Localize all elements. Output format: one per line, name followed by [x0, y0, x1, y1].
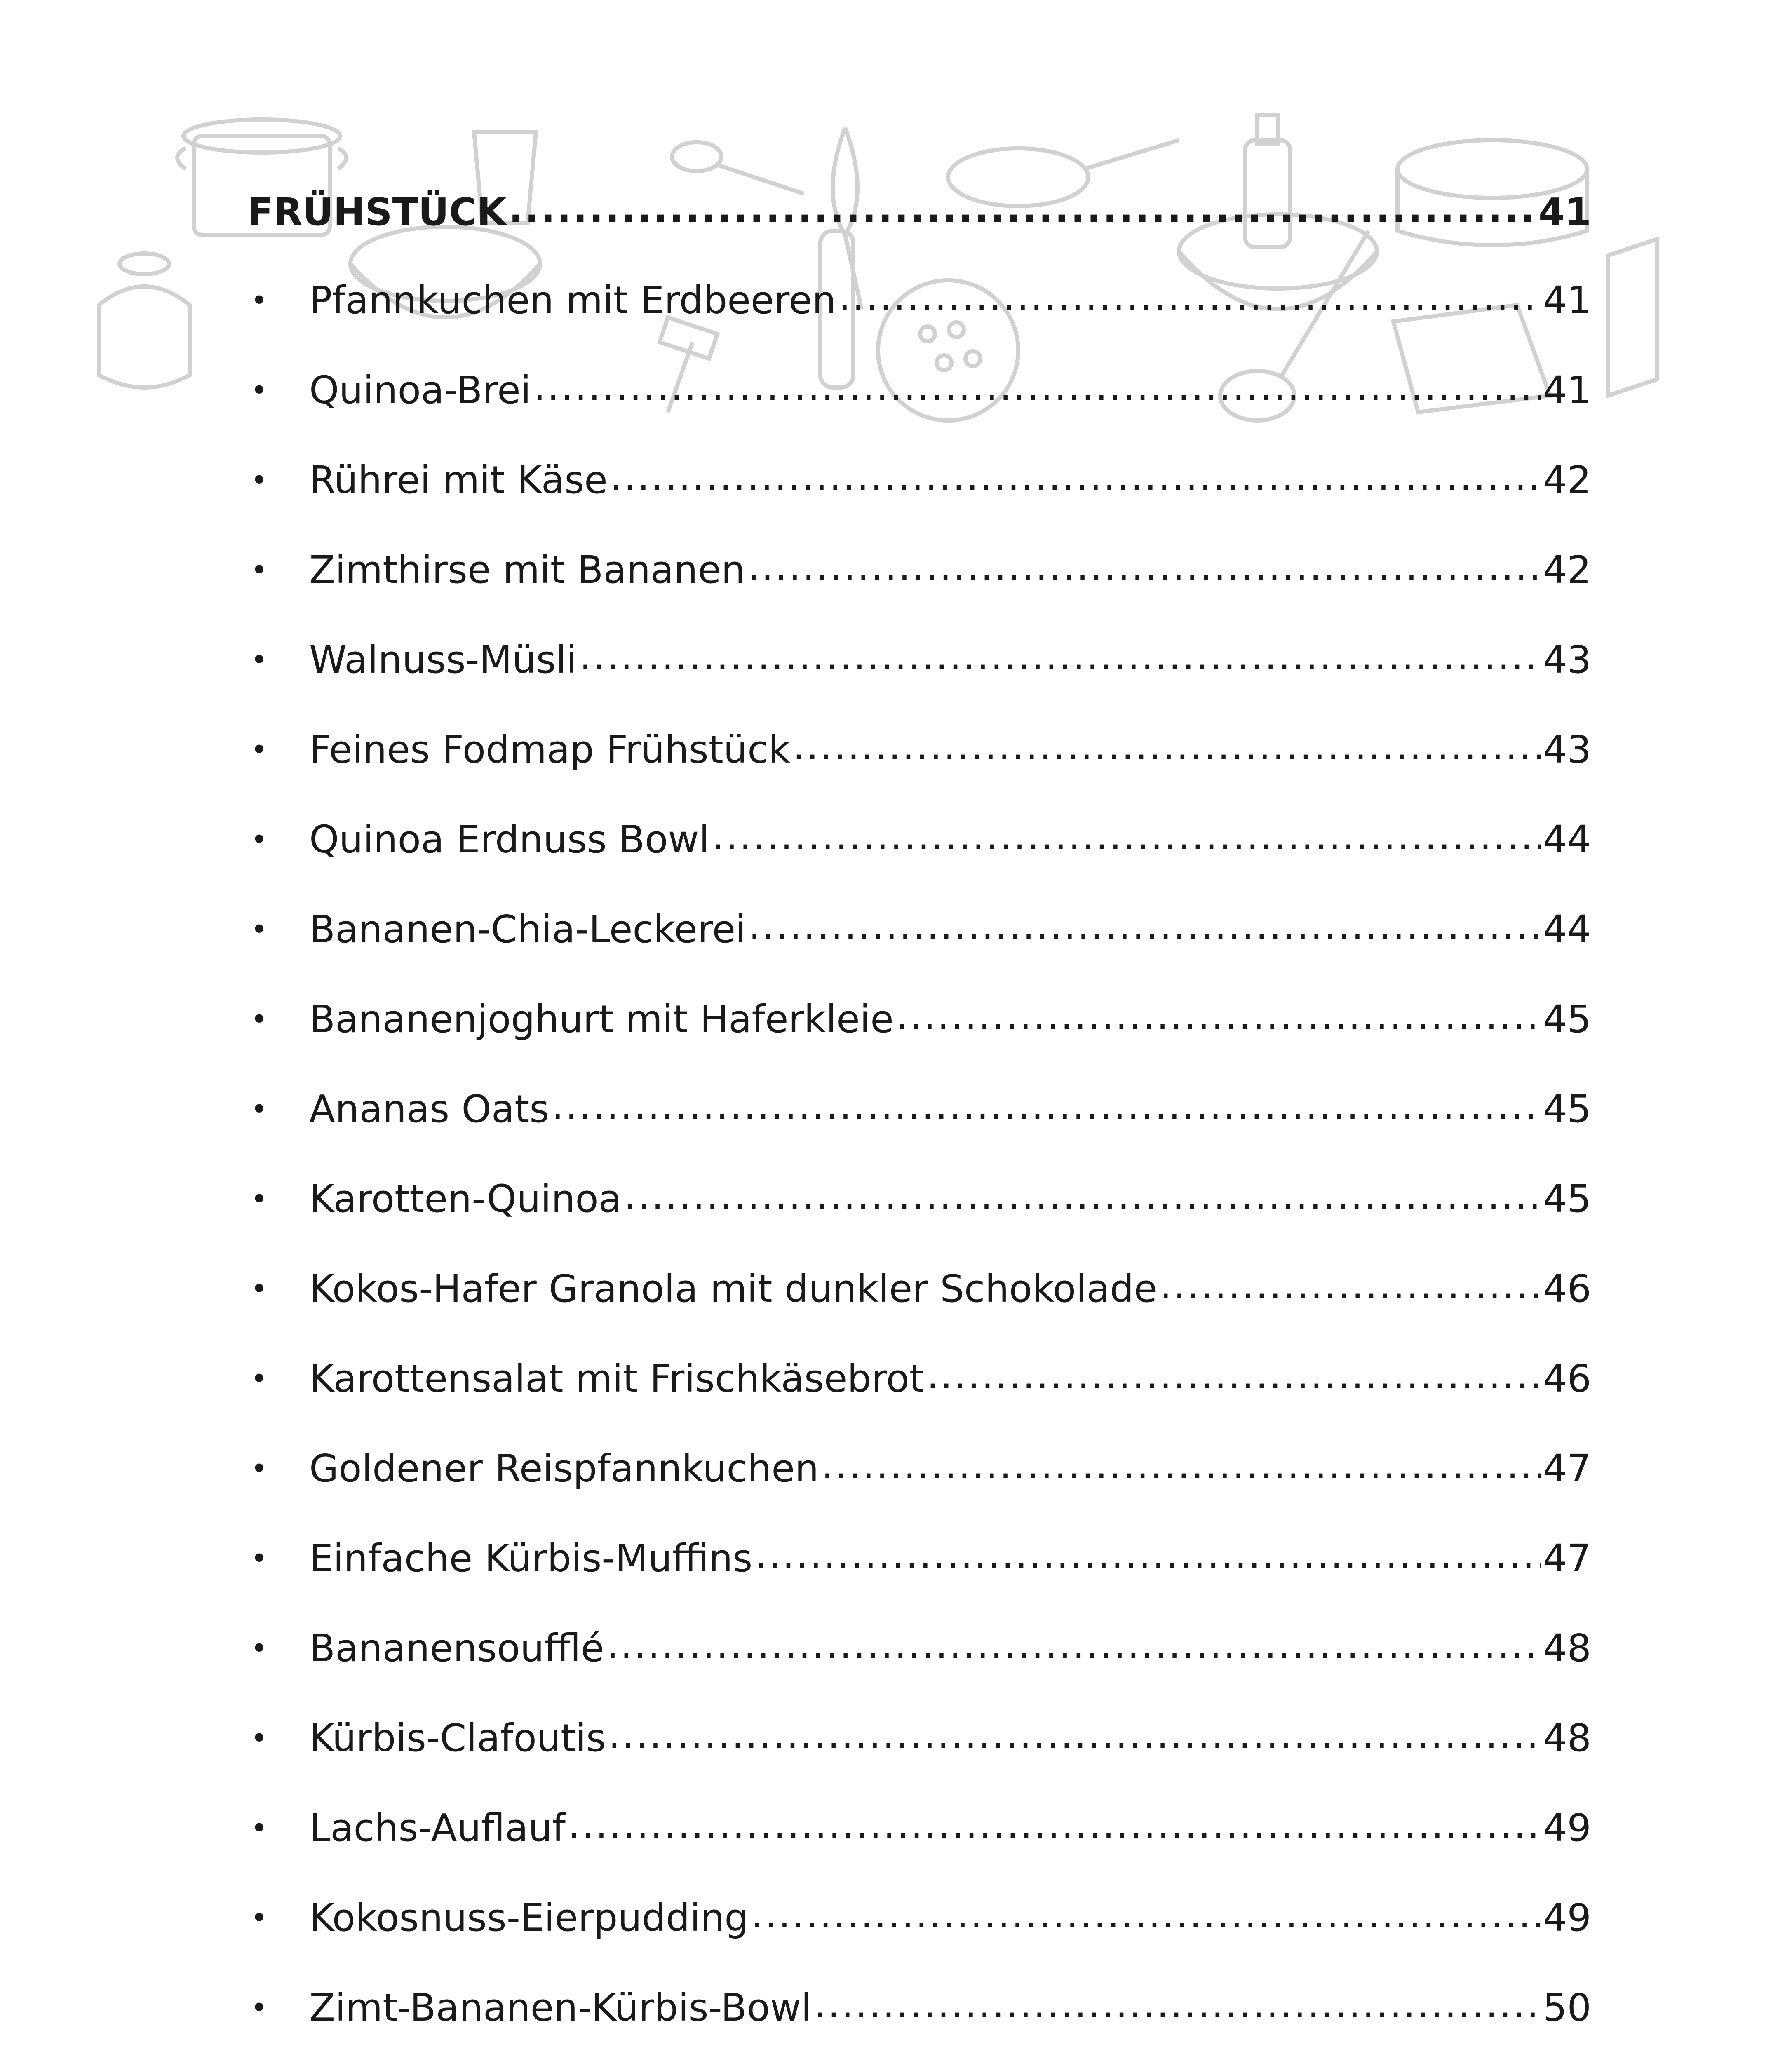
bullet-icon: •: [251, 284, 268, 317]
toc-entry-page-number: 47: [1543, 1536, 1591, 1580]
toc-entry-label: Feines Fodmap Frühstück: [309, 728, 790, 772]
toc-entry-label: Walnuss-Müsli: [309, 638, 577, 682]
toc-heading-page-number: 41: [1538, 190, 1591, 234]
toc-entry[interactable]: [247, 1424, 1591, 1514]
dot-leader: [552, 1090, 1541, 1128]
toc-entry[interactable]: [247, 345, 1591, 435]
toc-entry-label: Kokos-Hafer Granola mit dunkler Schokolade: [309, 1267, 1158, 1311]
dot-leader: [509, 193, 1536, 231]
dot-leader: [793, 731, 1541, 769]
toc-entry-label: Karotten-Quinoa: [309, 1177, 622, 1221]
toc-entry-label: Lachs-Auflauf: [309, 1806, 566, 1850]
bullet-icon: •: [251, 463, 268, 497]
dot-leader: [608, 1719, 1541, 1757]
dot-leader: [927, 1360, 1541, 1398]
toc-entry-page-number: 44: [1543, 907, 1591, 951]
toc-entry[interactable]: [247, 974, 1591, 1064]
toc-entry[interactable]: [247, 795, 1591, 885]
toc-entry[interactable]: [247, 1064, 1591, 1154]
toc-entry-page-number: 43: [1543, 638, 1591, 682]
toc-entry-page-number: 48: [1543, 1716, 1591, 1760]
dot-leader: [838, 282, 1541, 319]
toc-entry-page-number: 47: [1543, 1446, 1591, 1491]
bullet-icon: •: [251, 1721, 268, 1755]
toc-entry-page-number: 49: [1543, 1896, 1591, 1940]
toc-entry-page-number: 45: [1543, 1087, 1591, 1131]
toc-entry-page-number: 46: [1543, 1267, 1591, 1311]
dot-leader: [896, 1000, 1541, 1038]
toc-entry-label: Quinoa Erdnuss Bowl: [309, 817, 710, 861]
toc-entry-label: Karottensalat mit Frischkäsebrot: [309, 1357, 924, 1401]
bullet-icon: •: [251, 1272, 268, 1306]
toc-entry-label: Bananen-Chia-Leckerei: [309, 907, 746, 951]
bullet-icon: •: [251, 1901, 268, 1935]
bullet-icon: •: [251, 1631, 268, 1665]
table-of-contents: [247, 169, 1591, 2061]
dot-leader: [579, 641, 1540, 679]
bullet-icon: •: [251, 643, 268, 677]
toc-entry[interactable]: [247, 885, 1591, 974]
toc-entry-label: Kokosnuss-Eierpudding: [309, 1896, 749, 1940]
toc-entry[interactable]: [247, 1603, 1591, 1693]
toc-entry-page-number: 42: [1543, 548, 1591, 592]
toc-entry-page-number: 41: [1543, 278, 1591, 322]
toc-entry-label: Bananensoufflé: [309, 1626, 604, 1670]
toc-entry-page-number: 50: [1543, 1986, 1591, 2030]
toc-entry-page-number: 44: [1543, 817, 1591, 861]
dot-leader: [755, 1540, 1541, 1577]
dot-leader: [533, 371, 1541, 409]
toc-entry-label: Kürbis-Clafoutis: [309, 1716, 606, 1760]
toc-entry-label: Bananenjoghurt mit Haferkleie: [309, 997, 894, 1041]
dot-leader: [821, 1450, 1541, 1488]
dot-leader: [751, 1899, 1541, 1937]
toc-entry-label: Zimthirse mit Bananen: [309, 548, 745, 592]
toc-entry-label: Einfache Kürbis-Muffins: [309, 1536, 753, 1580]
toc-entry-label: Ananas Oats: [309, 1087, 550, 1131]
toc-entry-page-number: 41: [1543, 368, 1591, 412]
toc-entry[interactable]: [247, 2053, 1591, 2061]
toc-entry-list: [247, 256, 1591, 2061]
toc-entry[interactable]: [247, 1693, 1591, 1783]
toc-entry-page-number: 45: [1543, 1177, 1591, 1221]
toc-entry[interactable]: [247, 615, 1591, 705]
toc-entry[interactable]: [247, 1963, 1591, 2053]
bullet-icon: •: [251, 373, 268, 407]
grater-sketch-icon: [1608, 239, 1657, 396]
toc-entry-page-number: 48: [1543, 1626, 1591, 1670]
toc-entry[interactable]: [247, 705, 1591, 795]
bullet-icon: •: [251, 1811, 268, 1845]
dot-leader: [748, 551, 1541, 589]
toc-entry-page-number: 49: [1543, 1806, 1591, 1850]
bullet-icon: •: [251, 553, 268, 587]
bullet-icon: •: [251, 1002, 268, 1036]
bullet-icon: •: [251, 1362, 268, 1396]
bullet-icon: •: [251, 1452, 268, 1486]
dot-leader: [568, 1809, 1541, 1847]
toc-entry-page-number: 43: [1543, 728, 1591, 772]
dot-leader: [606, 1629, 1540, 1667]
bullet-icon: •: [251, 733, 268, 767]
bullet-icon: •: [251, 1542, 268, 1575]
bullet-icon: •: [251, 823, 268, 857]
toc-entry-label: Zimt-Bananen-Kürbis-Bowl: [309, 1986, 812, 2030]
toc-heading-label: FRÜHSTÜCK: [247, 190, 506, 234]
bullet-icon: •: [251, 1182, 268, 1216]
bullet-icon: •: [251, 913, 268, 946]
toc-entry[interactable]: [247, 1154, 1591, 1244]
bullet-icon: •: [251, 1092, 268, 1126]
pot-with-lid-sketch-icon: [99, 254, 190, 387]
toc-entry-label: Quinoa-Brei: [309, 368, 531, 412]
dot-leader: [1160, 1270, 1541, 1308]
toc-entry[interactable]: [247, 1783, 1591, 1873]
toc-entry[interactable]: [247, 1244, 1591, 1334]
toc-entry-label: Goldener Reispfannkuchen: [309, 1446, 819, 1491]
dot-leader: [814, 1989, 1541, 2027]
toc-section-heading[interactable]: [247, 169, 1591, 256]
toc-entry-page-number: 46: [1543, 1357, 1591, 1401]
toc-entry-label: Pfannkuchen mit Erdbeeren: [309, 278, 836, 322]
dot-leader: [712, 821, 1541, 859]
toc-entry[interactable]: [247, 1334, 1591, 1424]
toc-entry-page-number: 45: [1543, 997, 1591, 1041]
dot-leader: [749, 911, 1541, 948]
toc-entry-label: Rührei mit Käse: [309, 458, 608, 502]
dot-leader: [610, 461, 1541, 499]
dot-leader: [624, 1180, 1541, 1218]
toc-entry[interactable]: [247, 256, 1591, 345]
toc-entry[interactable]: [247, 1873, 1591, 1963]
toc-entry[interactable]: [247, 1514, 1591, 1603]
bullet-icon: •: [251, 1991, 268, 2025]
toc-entry[interactable]: [247, 525, 1591, 615]
toc-entry[interactable]: [247, 435, 1591, 525]
toc-entry-page-number: 42: [1543, 458, 1591, 502]
